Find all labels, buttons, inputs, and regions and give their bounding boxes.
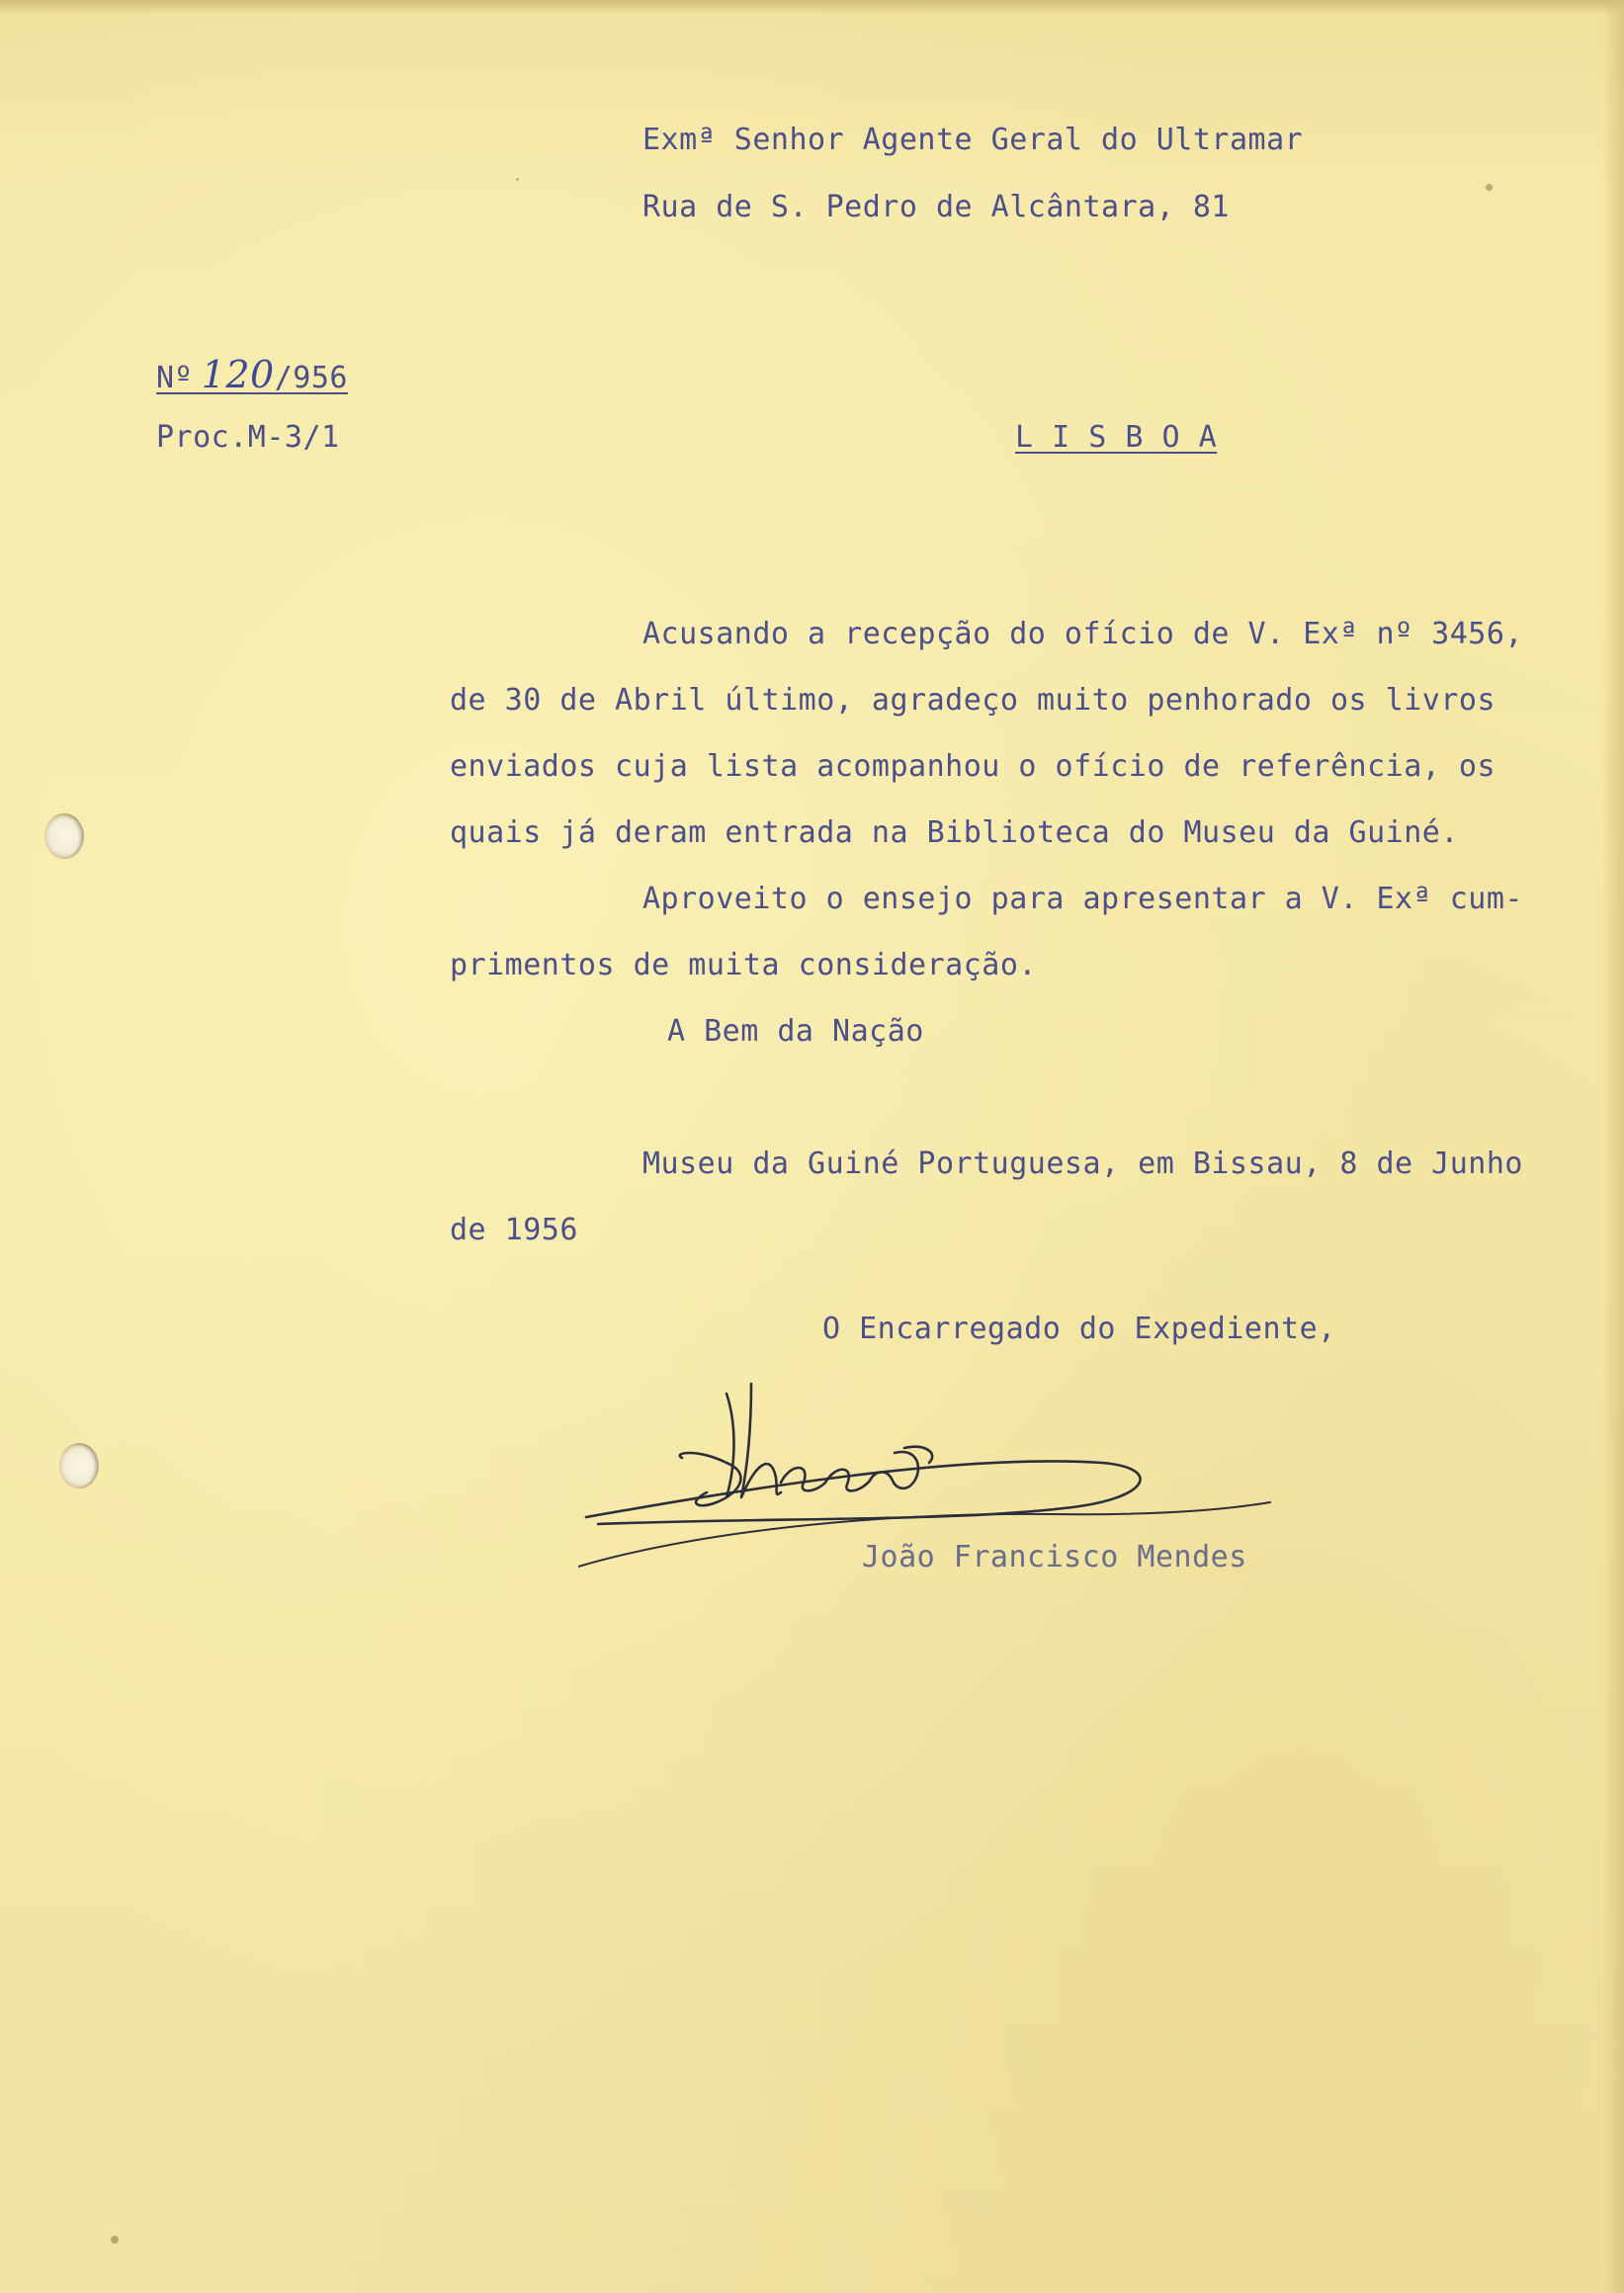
paper-speck: [1486, 184, 1493, 191]
place-date-line-1: Museu da Guiné Portuguesa, em Bissau, 8 de Junho: [642, 1146, 1523, 1181]
body-line-2: de 30 de Abril último, agradeço muito penhorado os livros: [450, 683, 1496, 718]
closing-formula: A Bem da Nação: [667, 1014, 924, 1049]
punch-hole-upper: [44, 813, 84, 859]
destination-city: L I S B O A: [1015, 420, 1218, 455]
body-line-6: primentos de muita consideração.: [450, 948, 1037, 982]
body-line-4: quais já deram entrada na Biblioteca do Museu da Guiné.: [450, 815, 1459, 850]
reference-number: [156, 353, 358, 396]
paper-edge-top: [0, 0, 1624, 14]
address-line-2: Rua de S. Pedro de Alcântara, 81: [642, 190, 1230, 224]
place-date-line-2: de 1956: [450, 1213, 578, 1247]
reference-number-handwritten: 120: [201, 353, 275, 396]
signatory-title: O Encarregado do Expediente,: [822, 1312, 1336, 1346]
punch-hole-lower: [59, 1443, 99, 1488]
body-line-1: Acusando a recepção do ofício de V. Exª nº 3456,: [642, 617, 1523, 651]
body-line-5: Aproveito o ensejo para apresentar a V. Exª cum-: [642, 882, 1523, 916]
reference-number-suffix: /956: [274, 361, 348, 395]
body-line-3: enviados cuja lista acompanhou o ofício de referência, os: [450, 749, 1496, 784]
paper-speck: [516, 178, 519, 181]
reference-number-prefix: Nº: [156, 361, 212, 395]
paper-edge-right: [1602, 0, 1624, 2293]
signatory-name: João Francisco Mendes: [862, 1540, 1247, 1574]
paper-speck: [111, 2236, 119, 2244]
process-reference: Proc.M-3/1: [156, 420, 340, 455]
address-line-1: Exmª Senhor Agente Geral do Ultramar: [642, 123, 1304, 157]
